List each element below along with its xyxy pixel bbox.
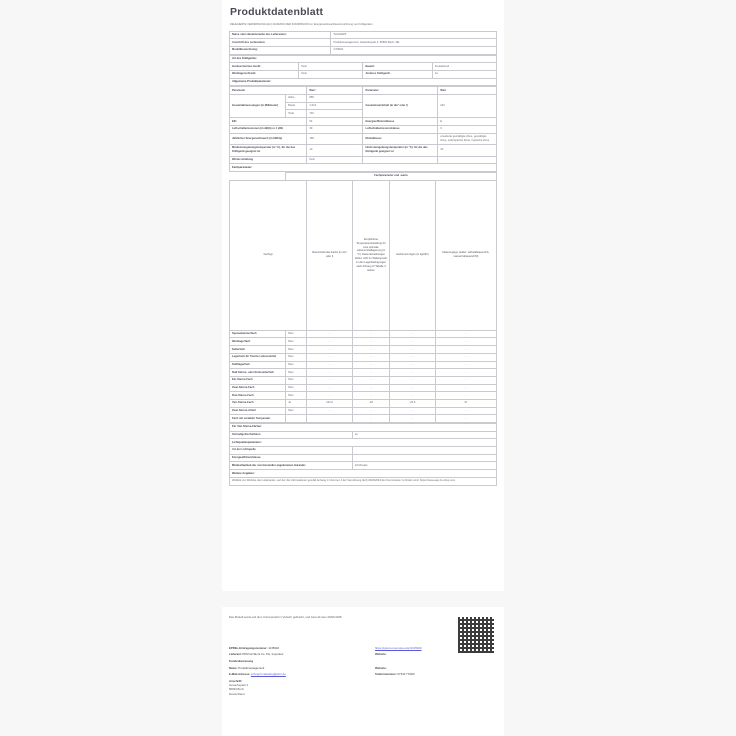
compartment-temperature: -18 (352, 399, 389, 407)
compartment-capacity: - (390, 407, 435, 415)
table-row (230, 55, 497, 63)
compartment-present: Nein (286, 353, 307, 361)
compartment-parameters-table (229, 172, 497, 423)
table-row (230, 454, 497, 462)
min-ambient-label: Mindestumgebungstemperatur (in °C), für die das Kühlgerät geeignet ist (230, 145, 307, 157)
energy-class-label: Energieeffizienzklasse (363, 118, 438, 126)
website-label-1: Website: (375, 651, 387, 656)
compartment-type: Vier-Sterne-Fach (230, 399, 286, 407)
value-header-2: Wert (438, 87, 497, 95)
compartment-present: Nein (286, 407, 307, 415)
compartment-volume: - (307, 369, 352, 377)
dimensions-label: Gesamtabmessungen (in Millimeter) (230, 95, 286, 118)
eei-label: EEI (230, 118, 307, 126)
compartment-capacity: -23,5 (390, 399, 435, 407)
table-row (230, 447, 497, 455)
compartment-volume: - (307, 346, 352, 354)
compartment-volume: - (307, 407, 352, 415)
table-row (230, 330, 497, 338)
address-line: 86690 Buch (229, 687, 244, 692)
table-row (230, 46, 497, 54)
customer-service-heading: Kundenbetreuung (229, 659, 254, 664)
phone-field (375, 672, 495, 676)
table-row (230, 462, 497, 470)
compartment-temperature: - (352, 384, 389, 392)
compartment-type: Lagerfach für frische Lebensmittel (230, 353, 286, 361)
low-noise-label: Geräuscharmes Gerät: (230, 63, 299, 71)
fast-freeze-value: Ja (352, 431, 496, 439)
table-row (230, 87, 497, 95)
table-row (230, 477, 497, 485)
table-row (230, 439, 497, 447)
general-parameters-heading: Allgemeine Produktparameter: (230, 78, 497, 86)
compartment-capacity: - (390, 330, 435, 338)
compartment-type: Weinlagerfach (230, 338, 286, 346)
dimension-depth-value: 740 (307, 110, 363, 118)
table-row (230, 156, 497, 164)
column-header-defrost-type: Abtauungstyp (außer: selbstabtauend=A, manuell abtauend=M) (435, 180, 496, 330)
supplier-name-value: SCHOEPF (331, 31, 497, 39)
compartment-volume: - (307, 353, 352, 361)
compartment-present: Nein (286, 384, 307, 392)
compartment-volume: 242,0 (307, 399, 352, 407)
compartment-type: Zwei-Sterne-Abteil (230, 407, 286, 415)
compartment-temperature: - (352, 407, 389, 415)
param-header-2: Parameter (363, 87, 438, 95)
construction-label: Bauart: (363, 63, 432, 71)
compartment-capacity: - (390, 361, 435, 369)
general-parameters-table (229, 86, 497, 172)
website-field-2 (375, 666, 495, 670)
compartment-type: Kellerfach (230, 346, 286, 354)
supplier-table (229, 31, 497, 55)
light-energy-class-value (352, 454, 496, 462)
compartment-type: Ein-Sterne-Fach (230, 376, 286, 384)
table-row (230, 376, 497, 384)
eprel-qr-code[interactable] (458, 617, 494, 653)
other-fridge-value: Ja (432, 71, 496, 79)
supplier-name-label: Name oder Handelsmarke des Lieferanten: (230, 31, 331, 39)
column-header-freezing-capacity: Gefriervermögen (in kg/24h) (390, 180, 435, 330)
compartment-temperature: - (352, 346, 389, 354)
compartment-capacity: - (390, 392, 435, 400)
name-field (229, 666, 375, 670)
param-header-1: Parameter (230, 87, 307, 95)
column-header-type: Fachtyp (230, 180, 307, 330)
dimension-depth-key: Tiefe (286, 110, 307, 118)
compartment-defrost: M (435, 399, 496, 407)
compartment-type: Kühllagerfach (230, 361, 286, 369)
compartment-capacity: - (390, 415, 435, 423)
table-row (230, 63, 497, 71)
appliance-type-heading: Art des Kühlgeräts: (230, 55, 497, 63)
annual-energy-label: Jährlicher Energieverbrauch (in kWh/a) (230, 133, 307, 145)
compartment-defrost: - (435, 392, 496, 400)
compartment-capacity: - (390, 346, 435, 354)
compartment-capacity: - (390, 369, 435, 377)
email-field (229, 672, 375, 676)
compartment-defrost: - (435, 338, 496, 346)
dimension-width-key: Breite (286, 102, 307, 110)
table-row (230, 392, 497, 400)
table-row (230, 133, 497, 145)
compartment-defrost: - (435, 361, 496, 369)
compartment-defrost: - (435, 353, 496, 361)
product-datasheet-page-2 (222, 607, 504, 736)
light-energy-class-label: Energieeffizienzklasse (230, 454, 353, 462)
address-block (229, 679, 497, 696)
four-star-heading: Für Vier-Sterne-Fächer: (230, 424, 497, 432)
compartment-defrost: - (435, 384, 496, 392)
phone-label: Telefonnummer: (375, 672, 397, 677)
low-noise-value: Nein (299, 63, 363, 71)
table-row (230, 346, 497, 354)
appliance-type-table (229, 55, 497, 87)
compartment-temperature: - (352, 369, 389, 377)
supplier-label: Lieferant: (229, 651, 242, 656)
table-row (230, 431, 497, 439)
winter-setting-label: Winterschaltung (230, 156, 307, 164)
dimension-width-value: 1 013 (307, 102, 363, 110)
customer-service-row (229, 659, 497, 663)
compartment-defrost: - (435, 407, 496, 415)
light-type-value (352, 447, 496, 455)
table-row (230, 353, 497, 361)
model-label: Modellbezeichnung: (230, 46, 331, 54)
table-row (230, 407, 497, 415)
table-row (230, 164, 497, 172)
climate-class-label: Klimaklasse: (363, 133, 438, 145)
winter-setting-value: Nein (307, 156, 363, 164)
email-value[interactable]: schoepf.marketing@pkm.de (250, 672, 286, 677)
compartment-parameters-heading: Fachparameter: (230, 164, 497, 172)
compartment-volume: - (307, 392, 352, 400)
compartment-temperature: - (352, 353, 389, 361)
customer-service-spacer (375, 659, 495, 663)
compartment-present: Nein (286, 338, 307, 346)
table-row (230, 39, 497, 47)
table-row (230, 399, 497, 407)
table-row (230, 361, 497, 369)
compartment-defrost: - (435, 415, 496, 423)
table-row (230, 338, 497, 346)
compartment-present (286, 415, 307, 423)
compartment-type: Null-Sterne- oder Eisbereiterfach (230, 369, 286, 377)
construction-value: Freistehend (432, 63, 496, 71)
name-label: Name: (229, 665, 238, 670)
general-empty-value (438, 156, 497, 164)
compartment-header-row (230, 180, 497, 330)
light-type-label: Art der Lichtquelle (230, 447, 353, 455)
compartment-present: Nein (286, 392, 307, 400)
other-fridge-label: Anderes Kühlgerät: (363, 71, 432, 79)
compartment-present: Nein (286, 376, 307, 384)
address-line: Gewerbepark 4 (229, 682, 249, 687)
wine-cabinet-value: Nein (299, 71, 363, 79)
min-ambient-value: 10 (307, 145, 363, 157)
compartment-temperature: - (352, 330, 389, 338)
compartment-group-header: Fachparameter und -werte (286, 173, 497, 181)
compartment-volume: - (307, 330, 352, 338)
table-row (230, 369, 497, 377)
table-row (230, 384, 497, 392)
table-row (230, 31, 497, 39)
supplier-address-value: Produktmanagement, Gewerbepark 4, 86690 Buch, DE (331, 39, 497, 47)
max-ambient-value: 43 (438, 145, 497, 157)
qr-code-icon (458, 617, 494, 653)
name-row (229, 666, 497, 670)
compartment-type: Speisekammerfach (230, 330, 286, 338)
supplier-field (229, 652, 375, 656)
compartment-defrost: - (435, 330, 496, 338)
model-value: GT3004 (331, 46, 497, 54)
annual-energy-value: 166 (307, 133, 363, 145)
dimension-height-key: Höhe (286, 95, 307, 103)
compartment-temperature: - (352, 338, 389, 346)
climate-class-value: erweiterte gemäßigte Zone, gemäßigte Zone, subtropische Zone, tropische Zone (438, 133, 497, 145)
page-title: Produktdatenblatt (230, 6, 324, 18)
name-value: Produktmanagement (238, 665, 265, 670)
supplier-value: PKM GmbH & Co. KG, Importeur (242, 651, 284, 656)
compartment-capacity: - (390, 376, 435, 384)
phone-value: 07343 7700/0 (397, 672, 415, 677)
compartment-present: Nein (286, 330, 307, 338)
additional-info-heading: Weitere Angaben: (230, 470, 497, 478)
total-volume-value: 242 (438, 95, 497, 118)
footer-sections-table (229, 423, 497, 486)
compartment-type: Drei-Sterne-Fach (230, 392, 286, 400)
product-datasheet-page-1 (222, 0, 504, 591)
table-row (230, 95, 497, 103)
email-label: E-Mail-Adresse: (229, 672, 251, 677)
table-row (230, 415, 497, 423)
table-row (230, 125, 497, 133)
table-row (230, 145, 497, 157)
address-line: Deutschland (229, 691, 245, 696)
compartment-type: Zwei-Sterne-Fach (230, 384, 286, 392)
compartment-volume: - (307, 338, 352, 346)
table-row (230, 71, 497, 79)
compartment-capacity: - (390, 338, 435, 346)
total-volume-label: Gesamtrauminhalt (in dm³ oder l) (363, 95, 438, 118)
compartment-present: Nein (286, 346, 307, 354)
market-placement-note: Das Modell wurde auf dem Unionsmarkt in Verkehr gebracht, und zwar ab dem 26/01/2025. (229, 615, 343, 619)
compartment-temperature: - (352, 415, 389, 423)
compartment-present: Nein (286, 369, 307, 377)
supplier-website-note[interactable]: Weblink zur Website des Lieferanten, auf der die Informationen gemäß Anhang C Nummer 4 der Verordnung (EU) 2020/2019 der Kommission zu finden sind: https://www.aeg-hc-shop.com (230, 477, 497, 485)
eei-value: 64 (307, 118, 363, 126)
value-header-1: Wert (307, 87, 363, 95)
compartment-defrost: - (435, 376, 496, 384)
compartment-type: Fach mit variabler Temperatur (230, 415, 286, 423)
table-row (230, 424, 497, 432)
compartment-capacity: - (390, 384, 435, 392)
energy-class-value: E (438, 118, 497, 126)
regulation-reference: DELEGIERTE VERORDNUNG (EU) 2019/2016 DER KOMMISSION zur Energieverbrauchskennzeichnung von Kühlgeräten (230, 22, 373, 26)
website-label-2: Website: (375, 665, 387, 670)
compartment-present: Ja (286, 399, 307, 407)
contact-row (229, 672, 497, 676)
wine-cabinet-label: Weinlagerschrank: (230, 71, 299, 79)
eprel-label: EPREL-Eintragungsnummer: (229, 646, 268, 651)
dimension-height-value: 865 (307, 95, 363, 103)
column-header-temperature: Empfohlene Temperatureinstellung für eine optimale Lebensmittellagerung (in °C). Diese Einstellungen dürfen nicht im Widerspruch zu den Lagerbedingungen nach Anhang IV Tabelle 3 stehen (352, 180, 389, 330)
light-source-heading: Lichtquellenparameter: (230, 439, 497, 447)
compartment-capacity: - (390, 353, 435, 361)
compartment-volume: - (307, 361, 352, 369)
compartment-volume (307, 415, 352, 423)
compartment-temperature: - (352, 392, 389, 400)
compartment-temperature: - (352, 361, 389, 369)
warranty-value: 24 Monate (352, 462, 496, 470)
compartment-corner-cell (230, 173, 286, 181)
compartment-volume: - (307, 384, 352, 392)
compartment-temperature: - (352, 376, 389, 384)
column-header-volume: Rauminhalt des Fachs (in dm³ oder l) (307, 180, 352, 330)
table-row (230, 173, 497, 181)
compartment-defrost: - (435, 369, 496, 377)
noise-class-label: Luftschallemissionsklasse (363, 125, 438, 133)
table-row (230, 78, 497, 86)
compartment-present: Nein (286, 361, 307, 369)
address-label: Anschrift: (229, 678, 243, 683)
general-empty-label (363, 156, 438, 164)
compartment-defrost: - (435, 346, 496, 354)
supplier-address-label: Anschrift des Lieferanten: (230, 39, 331, 47)
eprel-field (229, 646, 375, 650)
fast-freeze-label: Schnellgefrierfunktion (230, 431, 353, 439)
compartment-volume: - (307, 376, 352, 384)
table-row (230, 470, 497, 478)
noise-class-value: C (438, 125, 497, 133)
supplier-row (229, 652, 497, 656)
eprel-link[interactable]: https://eprel.ec.europa.eu/qr/1135940 (375, 646, 422, 651)
eprel-value: 1135940 (268, 646, 280, 651)
warranty-label: Mindestlaufzeit der vom Hersteller angebotenen Garantie: (230, 462, 353, 470)
eprel-row (229, 646, 497, 650)
footer-details (229, 646, 497, 696)
noise-value: 39 (307, 125, 363, 133)
max-ambient-label: Höchstumgebungstemperatur (in °C), für die das Kühlgerät geeignet ist (363, 145, 438, 157)
table-row (230, 118, 497, 126)
noise-label: Luftschallemissionen (in dB(A) re 1 pW) (230, 125, 307, 133)
